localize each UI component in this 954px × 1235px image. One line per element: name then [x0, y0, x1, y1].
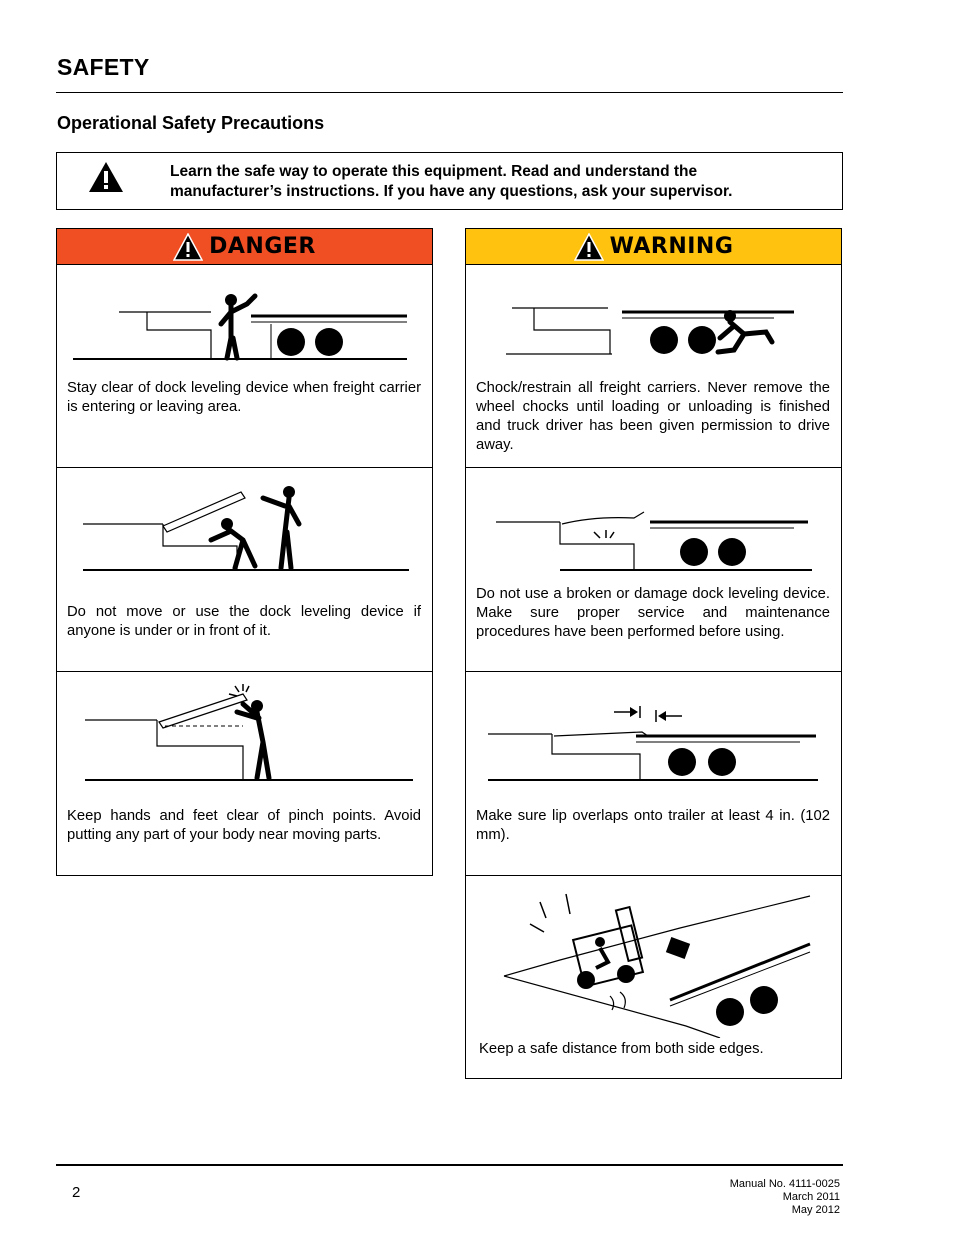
footer-info [690, 1178, 840, 1217]
warning-label: WARNING [609, 234, 734, 259]
forklift-tipping-illustration [500, 888, 812, 1038]
hand-pinch-point-illustration [77, 682, 417, 782]
warning-caption-3: Make sure lip overlaps onto trailer at least 4 in. (102 mm). [476, 808, 830, 843]
danger-panel [56, 228, 433, 876]
footer-date-2: May 2012 [791, 1204, 840, 1216]
danger-item-3 [57, 672, 432, 876]
warning-caption-2: Do not use a broken or damage dock leveling device. Make sure proper service and maintenance procedures have been performed before using. [476, 586, 830, 640]
person-chocking-wheel-illustration [504, 294, 804, 360]
danger-caption-2: Do not move or use the dock leveling device if anyone is under or in front of it. [67, 604, 421, 639]
warning-item-3 [466, 672, 841, 876]
lip-overlap-arrows-illustration [486, 702, 822, 782]
notice-box [56, 152, 843, 210]
top-divider [56, 92, 843, 93]
danger-label: DANGER [209, 234, 316, 259]
warning-caption-4: Keep a safe distance from both side edges. [479, 1041, 764, 1057]
warning-caption-1: Chock/restrain all freight carriers. Never remove the wheel chocks until loading or unloading is finished and truck driver has been given permission to drive away. [476, 380, 830, 453]
warning-item-4 [466, 876, 841, 1079]
section-heading: Operational Safety Precautions [57, 113, 325, 133]
warning-item-1 [466, 264, 841, 468]
page-number: 2 [72, 1184, 81, 1201]
danger-caption-3: Keep hands and feet clear of pinch points. Avoid putting any part of your body near moving parts. [67, 808, 421, 843]
danger-caption-1: Stay clear of dock leveling device when freight carrier is entering or leaving area. [67, 380, 421, 415]
warning-triangle-icon [88, 161, 124, 193]
bottom-divider [56, 1164, 843, 1166]
footer-date-1: March 2011 [782, 1191, 840, 1203]
danger-header [57, 229, 432, 265]
warning-item-2 [466, 468, 841, 672]
danger-item-1 [57, 264, 432, 468]
warning-alert-icon [574, 233, 604, 261]
page-title: SAFETY [57, 54, 150, 80]
person-under-raised-deck-illustration [77, 482, 417, 576]
broken-dock-leveler-illustration [494, 508, 814, 574]
warning-header [466, 229, 841, 265]
manual-number: Manual No. 4111-0025 [729, 1178, 840, 1190]
danger-alert-icon [173, 233, 203, 261]
danger-item-2 [57, 468, 432, 672]
notice-text: Learn the safe way to operate this equipment. Read and understand the manufacturer’s instructions. If you have any questions, ask your supervisor. [170, 163, 733, 200]
person-beside-trailer-illustration [71, 278, 411, 368]
warning-panel [465, 228, 842, 1079]
